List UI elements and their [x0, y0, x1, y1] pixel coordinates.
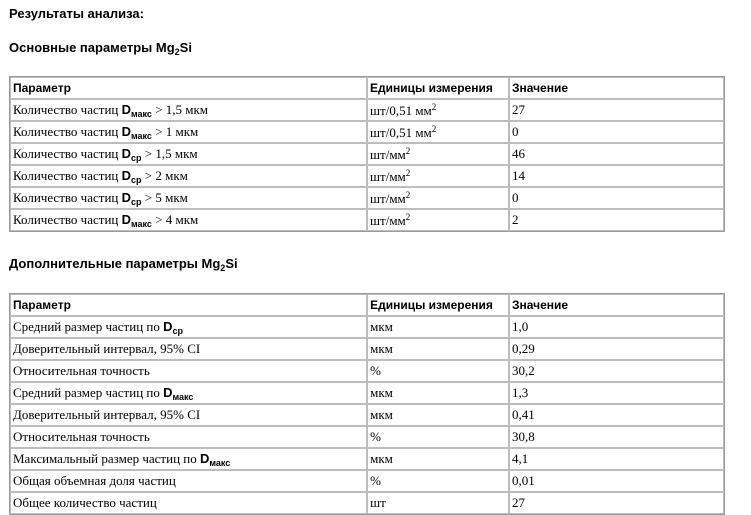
- column-header-value: Значение: [509, 77, 724, 99]
- unit-cell: [367, 382, 509, 404]
- unit-cell: [367, 338, 509, 360]
- table-header-row: [10, 294, 724, 316]
- parameter-text: Доверительный интервал, 95% CI: [13, 341, 201, 356]
- value-cell: 1,3: [509, 382, 724, 404]
- formula-subscript: 2: [220, 263, 226, 273]
- unit-cell: [367, 448, 509, 470]
- parameter-text: Общая объемная доля частиц: [13, 473, 176, 488]
- column-header-parameter: Параметр: [10, 77, 367, 99]
- parameter-text: Максимальный размер частиц по: [13, 450, 200, 466]
- parameter-cell: [10, 492, 367, 514]
- table-row: [10, 492, 724, 514]
- parameter-cell: [10, 470, 367, 492]
- table-row: [10, 404, 724, 426]
- unit-cell: [367, 165, 509, 187]
- diameter-symbol: D: [163, 318, 173, 334]
- unit-text: шт/мм: [370, 168, 406, 184]
- diameter-symbol: D: [163, 384, 173, 400]
- parameter-text: Количество частиц: [13, 145, 122, 161]
- value-cell: 30,8: [509, 426, 724, 448]
- table-row: [10, 121, 724, 143]
- value-cell: 0,01: [509, 470, 724, 492]
- diameter-subscript: макс: [131, 218, 152, 229]
- diameter-subscript: макс: [209, 457, 231, 468]
- parameter-text: Общее количество частиц: [13, 495, 157, 510]
- table-row: [10, 382, 724, 404]
- parameter-cell: [10, 338, 367, 360]
- unit-cell: [367, 426, 509, 448]
- value-cell: 1,0: [509, 316, 724, 338]
- value-cell: 0,41: [509, 404, 724, 426]
- diameter-subscript: макс: [172, 391, 194, 402]
- unit-superscript: 2: [405, 211, 411, 222]
- parameter-text: Количество частиц: [13, 167, 122, 183]
- parameter-cell: [10, 121, 367, 143]
- parameter-text: Количество частиц: [13, 189, 122, 205]
- table-row: [10, 143, 724, 165]
- extra-parameters-table: [9, 293, 725, 515]
- diameter-symbol: D: [121, 123, 131, 139]
- diameter-subscript: ср: [131, 196, 142, 207]
- section-title-main: [9, 40, 192, 57]
- column-header-unit: Единицы измерения: [367, 77, 509, 99]
- unit-text: шт/0,51 мм: [370, 124, 432, 140]
- parameter-condition: > 2 мкм: [141, 167, 188, 183]
- section-title-main-text: Основные параметры Mg: [9, 40, 175, 55]
- formula-suffix: Si: [179, 40, 192, 55]
- table-row: [10, 360, 724, 382]
- table-row: [10, 165, 724, 187]
- parameter-text: Количество частиц: [13, 101, 122, 117]
- parameter-text: Относительная точность: [13, 363, 150, 378]
- parameter-cell: [10, 360, 367, 382]
- diameter-subscript: макс: [131, 130, 152, 141]
- table-row: [10, 426, 724, 448]
- diameter-symbol: D: [121, 189, 131, 205]
- column-header-value: Значение: [509, 294, 724, 316]
- section-title-extra-text: Дополнительные параметры Mg: [9, 256, 221, 271]
- formula-suffix: Si: [225, 256, 238, 271]
- value-cell: 27: [509, 492, 724, 514]
- unit-cell: [367, 360, 509, 382]
- main-parameters-table: [9, 76, 725, 232]
- diameter-subscript: макс: [131, 108, 152, 119]
- parameter-cell: [10, 99, 367, 121]
- unit-cell: [367, 121, 509, 143]
- parameter-condition: > 1,5 мкм: [151, 101, 209, 117]
- parameter-text: Количество частиц: [13, 211, 122, 227]
- parameter-condition: > 4 мкм: [151, 211, 199, 227]
- table-row: [10, 470, 724, 492]
- parameter-condition: > 1 мкм: [151, 123, 199, 139]
- table-row: [10, 209, 724, 231]
- parameter-cell: [10, 165, 367, 187]
- value-cell: 30,2: [509, 360, 724, 382]
- parameter-text: Средний размер частиц по: [13, 384, 164, 400]
- unit-cell: [367, 492, 509, 514]
- value-cell: 0,29: [509, 338, 724, 360]
- unit-text: шт/мм: [370, 212, 406, 228]
- unit-text: мкм: [370, 341, 393, 356]
- column-header-parameter: Параметр: [10, 294, 367, 316]
- unit-cell: [367, 316, 509, 338]
- parameter-text: Доверительный интервал, 95% CI: [13, 407, 201, 422]
- unit-cell: [367, 143, 509, 165]
- parameter-cell: [10, 143, 367, 165]
- unit-text: шт/0,51 мм: [370, 102, 432, 118]
- diameter-subscript: ср: [131, 152, 142, 163]
- unit-superscript: 2: [431, 101, 437, 112]
- parameter-cell: [10, 426, 367, 448]
- unit-cell: [367, 209, 509, 231]
- parameter-condition: > 1,5 мкм: [141, 145, 198, 161]
- diameter-symbol: D: [121, 145, 131, 161]
- table-row: [10, 448, 724, 470]
- value-cell: 0: [509, 121, 724, 143]
- value-cell: 4,1: [509, 448, 724, 470]
- parameter-cell: [10, 448, 367, 470]
- unit-superscript: 2: [405, 189, 411, 200]
- table-header-row: [10, 77, 724, 99]
- column-header-unit: Единицы измерения: [367, 294, 509, 316]
- unit-cell: [367, 470, 509, 492]
- parameter-cell: [10, 209, 367, 231]
- value-cell: 2: [509, 209, 724, 231]
- unit-text: мкм: [370, 385, 393, 400]
- table-row: [10, 99, 724, 121]
- unit-text: мкм: [370, 407, 393, 422]
- diameter-subscript: ср: [172, 325, 184, 336]
- unit-superscript: 2: [431, 123, 437, 134]
- parameter-condition: > 5 мкм: [141, 189, 188, 205]
- unit-text: мкм: [370, 319, 393, 334]
- unit-text: шт: [370, 495, 386, 510]
- value-cell: 14: [509, 165, 724, 187]
- formula-subscript: 2: [174, 47, 180, 57]
- table-row: [10, 187, 724, 209]
- unit-text: %: [370, 473, 381, 488]
- parameter-cell: [10, 316, 367, 338]
- page-title: Результаты анализа:: [9, 6, 144, 21]
- parameter-cell: [10, 382, 367, 404]
- value-cell: 0: [509, 187, 724, 209]
- unit-cell: [367, 187, 509, 209]
- table-row: [10, 338, 724, 360]
- diameter-symbol: D: [121, 101, 131, 117]
- diameter-symbol: D: [199, 450, 210, 466]
- unit-text: %: [370, 429, 381, 444]
- unit-text: мкм: [370, 451, 393, 466]
- unit-text: %: [370, 363, 381, 378]
- value-cell: 27: [509, 99, 724, 121]
- section-title-extra: [9, 256, 238, 273]
- table-row: [10, 316, 724, 338]
- unit-text: шт/мм: [370, 190, 406, 206]
- parameter-text: Средний размер частиц по: [13, 318, 164, 334]
- unit-text: шт/мм: [370, 146, 406, 162]
- diameter-symbol: D: [121, 167, 131, 183]
- parameter-cell: [10, 187, 367, 209]
- unit-cell: [367, 99, 509, 121]
- parameter-text: Относительная точность: [13, 429, 150, 444]
- unit-cell: [367, 404, 509, 426]
- unit-superscript: 2: [405, 167, 411, 178]
- diameter-subscript: ср: [131, 174, 142, 185]
- parameter-text: Количество частиц: [13, 123, 122, 139]
- unit-superscript: 2: [405, 145, 411, 156]
- diameter-symbol: D: [121, 211, 131, 227]
- parameter-cell: [10, 404, 367, 426]
- value-cell: 46: [509, 143, 724, 165]
